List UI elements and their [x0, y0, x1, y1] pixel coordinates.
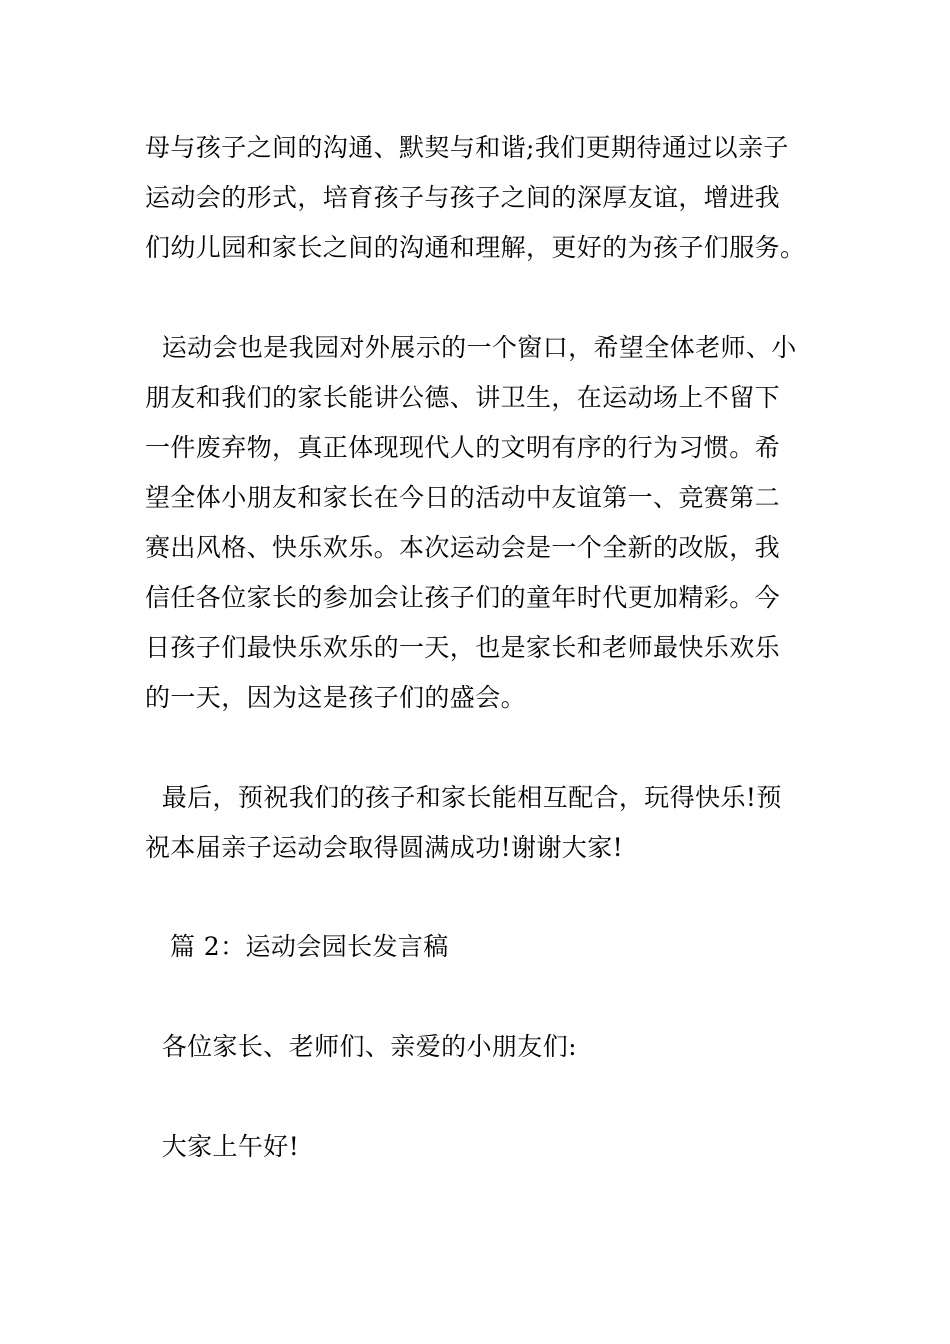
greeting: 各位家长、老师们、亲爱的小朋友们: [145, 1032, 577, 1061]
paragraph-2-line-4: 望全体小朋友和家长在今日的活动中友谊第一、竞赛第二 [145, 483, 781, 512]
paragraph-2-line-1: 运动会也是我园对外展示的一个窗口，希望全体老师、小 [145, 333, 797, 362]
salutation: 大家上午好! [145, 1132, 300, 1161]
section-heading: 篇 2：运动会园长发言稿 [145, 932, 449, 961]
paragraph-2-line-5: 赛出风格、快乐欢乐。本次运动会是一个全新的改版，我 [145, 533, 781, 562]
paragraph-1-line-3: 们幼儿园和家长之间的沟通和理解，更好的为孩子们服务。 [145, 233, 806, 262]
paragraph-3-line-1: 最后，预祝我们的孩子和家长能相互配合，玩得快乐!预 [145, 783, 782, 812]
paragraph-2-line-2: 朋友和我们的家长能讲公德、讲卫生，在运动场上不留下 [145, 383, 781, 412]
paragraph-1-line-2: 运动会的形式，培育孩子与孩子之间的深厚友谊，增进我 [145, 183, 781, 212]
paragraph-2-line-8: 的一天，因为这是孩子们的盛会。 [145, 683, 527, 712]
paragraph-3-line-2: 祝本届亲子运动会取得圆满成功!谢谢大家! [145, 833, 624, 862]
paragraph-2-line-3: 一件废弃物，真正体现现代人的文明有序的行为习惯。希 [145, 433, 781, 462]
paragraph-2-line-7: 日孩子们最快乐欢乐的一天，也是家长和老师最快乐欢乐 [145, 633, 781, 662]
paragraph-1-line-1: 母与孩子之间的沟通、默契与和谐;我们更期待通过以亲子 [145, 133, 789, 162]
paragraph-2-line-6: 信任各位家长的参加会让孩子们的童年时代更加精彩。今 [145, 583, 781, 612]
